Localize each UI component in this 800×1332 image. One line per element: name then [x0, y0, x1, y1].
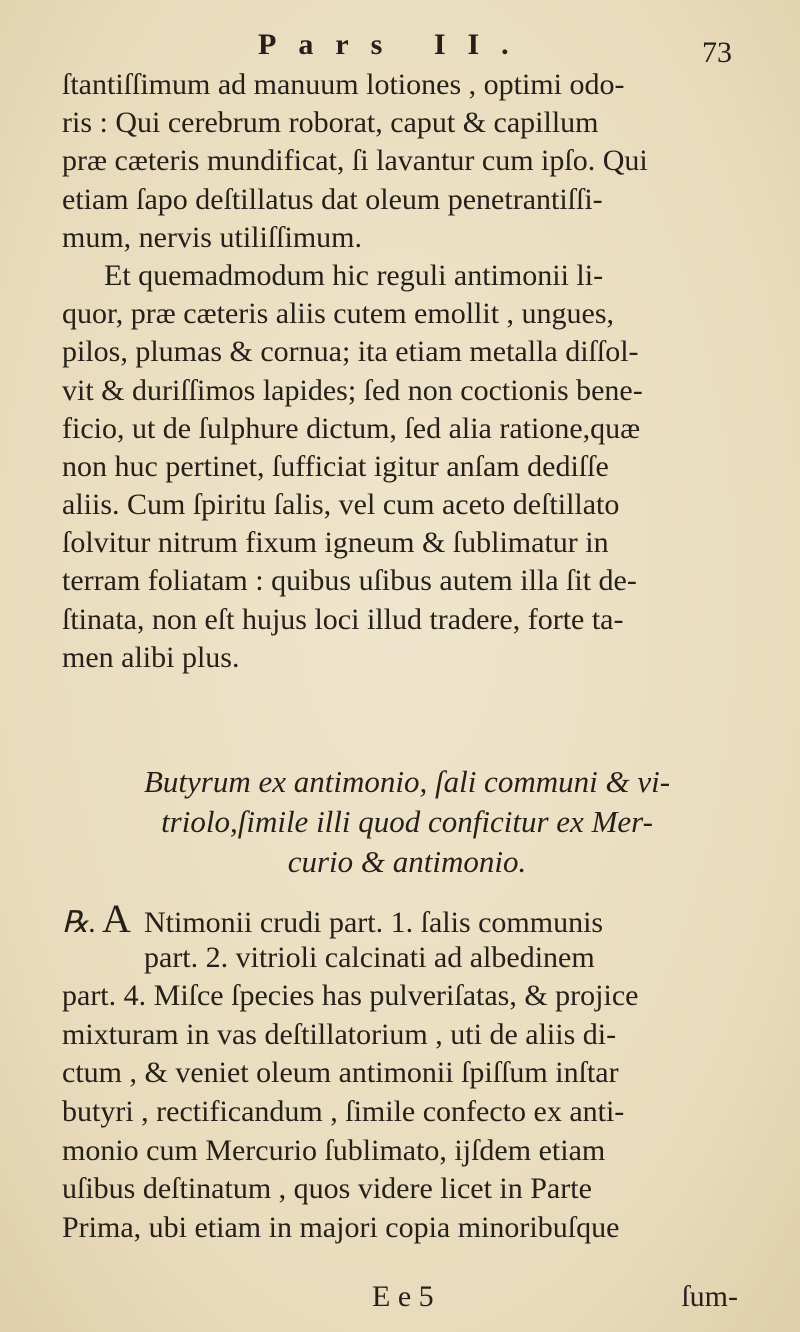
body-text [62, 66, 752, 677]
heading-line: curio & antimonio. [287, 844, 527, 879]
text-line: part. 4. Miſce ſpecies has pulveriſatas, & projice [62, 979, 639, 1013]
signature-mark: E e 5 [372, 1280, 434, 1313]
text-line: uſibus deſtinatum , quos videre licet in Parte [62, 1172, 592, 1206]
text-line: ris : Qui cerebrum roborat, caput & capillum [62, 106, 599, 140]
section-heading [62, 762, 752, 882]
text-line: Prima, ubi etiam in majori copia minoribuſque [62, 1210, 620, 1244]
running-head: Pars II. [258, 28, 531, 61]
text-line: ſtantiſſimum ad manuum lotiones , optimi odo- [62, 68, 625, 101]
text-line: ctum , & veniet oleum antimonii ſpiſſum inſtar [62, 1056, 619, 1090]
text-line: ficio, ut de ſulphure dictum, ſed alia ratione,quæ [62, 411, 641, 445]
text-line: Ntimonii crudi part. 1. ſalis communis [144, 906, 604, 939]
text-line: etiam ſapo deſtillatus dat oleum penetrantiſſi- [62, 182, 603, 216]
text-line: men alibi plus. [62, 640, 240, 674]
heading-line: triolo,ſimile illi quod conficitur ex Mer- [161, 804, 653, 839]
text-line: Et quemadmodum hic reguli antimonii li- [104, 258, 604, 292]
text-line: butyri , rectificandum , ſimile confecto ex anti- [62, 1094, 625, 1128]
text-line: vit & duriſſimos lapides; ſed non coctionis bene- [62, 373, 643, 407]
recipe-symbol: ℞. [62, 906, 97, 939]
page-footer [0, 1280, 800, 1320]
heading-line: Butyrum ex antimonio, ſali communi & vi- [143, 764, 671, 799]
drop-cap: A [102, 896, 131, 941]
text-line: terram foliatam : quibus uſibus autem illa ſit de- [62, 564, 637, 598]
text-line: non huc pertinet, ſufficiat igitur anſam dediſſe [62, 449, 609, 483]
text-line: ſolvitur nitrum fixum igneum & ſublimatur in [62, 526, 609, 560]
text-line: pilos, plumas & cornua; ita etiam metalla diſſol- [62, 335, 639, 369]
catchword: ſum- [681, 1280, 738, 1313]
text-line: præ cæteris mundificat, ſi lavantur cum ipſo. Qui [62, 144, 648, 178]
recipe-first-line [62, 896, 752, 941]
text-line: quor, præ cæteris aliis cutem emollit , ungues, [62, 297, 615, 331]
text-line: monio cum Mercurio ſublimato, ijſdem etiam [62, 1133, 606, 1167]
recipe-text [62, 896, 752, 1247]
text-line: ſtinata, non eſt hujus loci illud tradere, forte ta- [62, 602, 624, 636]
text-line: aliis. Cum ſpiritu ſalis, vel cum aceto deſtillato [62, 488, 620, 522]
text-line: mixturam in vas deſtillatorium , uti de aliis di- [62, 1017, 617, 1051]
text-line: part. 2. vitrioli calcinati ad albedinem [144, 940, 595, 974]
page-number: 73 [702, 36, 732, 69]
text-line: mum, nervis utiliſſimum. [62, 220, 362, 254]
